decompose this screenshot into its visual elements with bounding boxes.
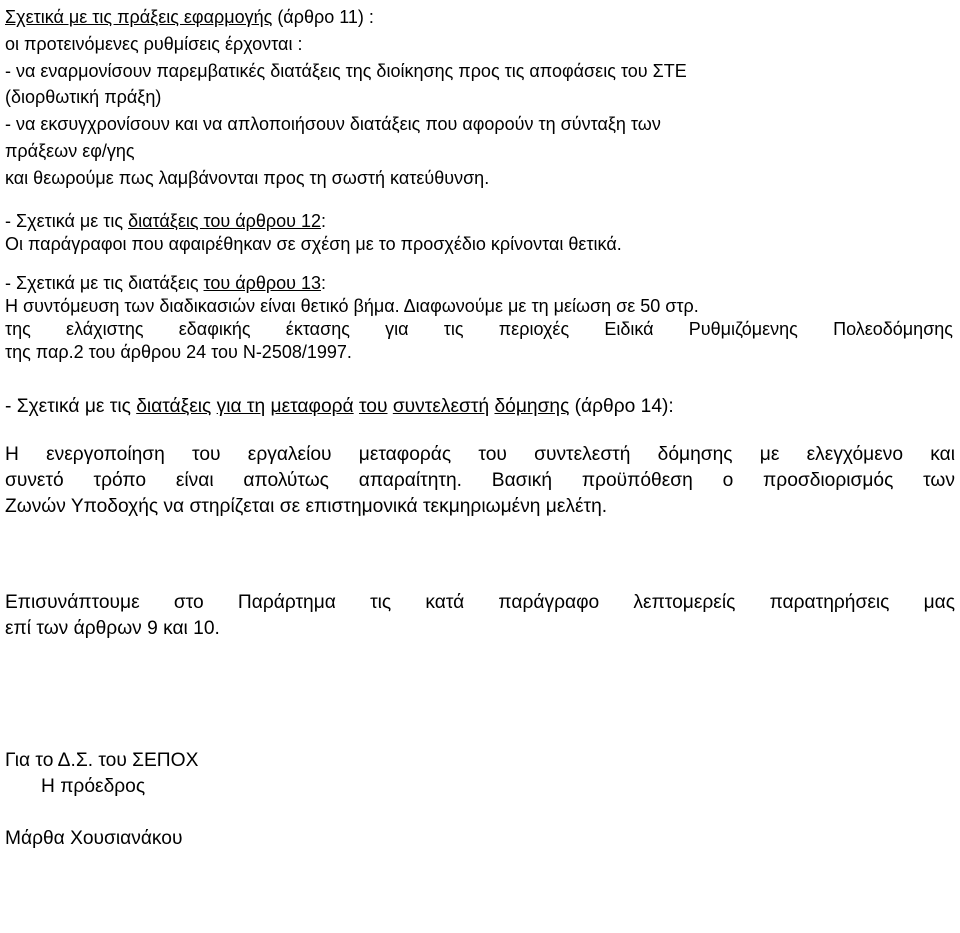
section-14-link: συντελεστή	[392, 395, 490, 417]
section-11-line: - να εκσυγχρονίσουν και να απλοποιήσουν διατάξεις που αφορούν τη σύνταξη των	[5, 114, 661, 135]
section-13-heading	[5, 272, 955, 295]
section-12-heading	[5, 210, 955, 233]
section-14-heading	[5, 394, 955, 420]
section-article-14	[5, 394, 955, 520]
section-article-11	[5, 0, 955, 192]
section-14-line: συνετό τρόπο είναι απολύτως απαραίτητη. Βασική προϋπόθεση ο προσδιορισμός των	[5, 469, 955, 491]
section-12-suffix: :	[321, 210, 327, 231]
section-14-link: δόμησης	[494, 395, 570, 417]
section-article-12	[5, 210, 955, 256]
section-11-line: - να εναρμονίσουν παρεμβατικές διατάξεις της διοίκησης προς τις αποφάσεις του ΣΤΕ	[5, 60, 687, 81]
section-11-line: και θεωρούμε πως λαμβάνονται προς τη σωστή κατεύθυνση.	[5, 167, 490, 188]
section-14-link: για τη	[216, 395, 266, 417]
section-12-prefix: - Σχετικά με τις	[5, 210, 129, 231]
section-11-heading-link: Σχετικά με τις πράξεις εφαρμογής	[5, 7, 273, 27]
section-13-line: της ελάχιστης εδαφικής έκτασης για τις περιοχές Ειδικά Ρυθμιζόμενης Πολεοδόμησης	[5, 318, 953, 339]
section-article-13	[5, 272, 955, 364]
section-12-link: διατάξεις του άρθρου 12	[128, 210, 322, 231]
section-11-heading	[5, 4, 955, 31]
section-11-heading-rest: (άρθρο 11) :	[272, 7, 374, 27]
section-12-body: Οι παράγραφοι που αφαιρέθηκαν σε σχέση με το προσχέδιο κρίνονται θετικά.	[5, 233, 622, 254]
section-11-line: πράξεων εφ/γης	[5, 140, 135, 161]
signature-name: Μάρθα Χουσιανάκου	[5, 827, 183, 849]
signature-role: Η πρόεδρος	[41, 775, 146, 797]
section-14-link: μεταφορά	[270, 395, 354, 417]
signature-block	[5, 748, 955, 852]
section-14-line: Ζωνών Υποδοχής να στηρίζεται σε επιστημονικά τεκμηριωμένη μελέτη.	[5, 495, 608, 517]
section-14-line: Η ενεργοποίηση του εργαλείου μεταφοράς του συντελεστή δόμησης με ελεγχόμενο και	[5, 443, 955, 465]
section-13-prefix: - Σχετικά με τις διατάξεις	[5, 272, 204, 293]
section-14-link: διατάξεις	[136, 395, 212, 417]
section-14-prefix: - Σχετικά με τις	[5, 395, 137, 417]
section-13-suffix: :	[321, 272, 327, 293]
section-14-link: του	[359, 395, 388, 417]
document-page	[5, 0, 955, 852]
section-14-suffix: (άρθρο 14):	[569, 395, 674, 417]
annex-note	[5, 590, 955, 642]
section-13-line: Η συντόμευση των διαδικασιών είναι θετικό βήμα. Διαφωνούμε με τη μείωση σε 50 στρ.	[5, 295, 699, 316]
annex-line: επί των άρθρων 9 και 10.	[5, 617, 220, 639]
section-13-line: της παρ.2 του άρθρου 24 του Ν-2508/1997.	[5, 341, 352, 362]
signature-for: Για το Δ.Σ. του ΣΕΠΟΧ	[5, 749, 199, 771]
annex-line: Επισυνάπτουμε στο Παράρτημα τις κατά παράγραφο λεπτομερείς παρατηρήσεις μας	[5, 591, 955, 613]
section-13-link: του άρθρου 13	[203, 272, 322, 293]
section-11-line: (διορθωτική πράξη)	[5, 87, 162, 108]
section-11-line: οι προτεινόμενες ρυθμίσεις έρχονται :	[5, 33, 303, 54]
